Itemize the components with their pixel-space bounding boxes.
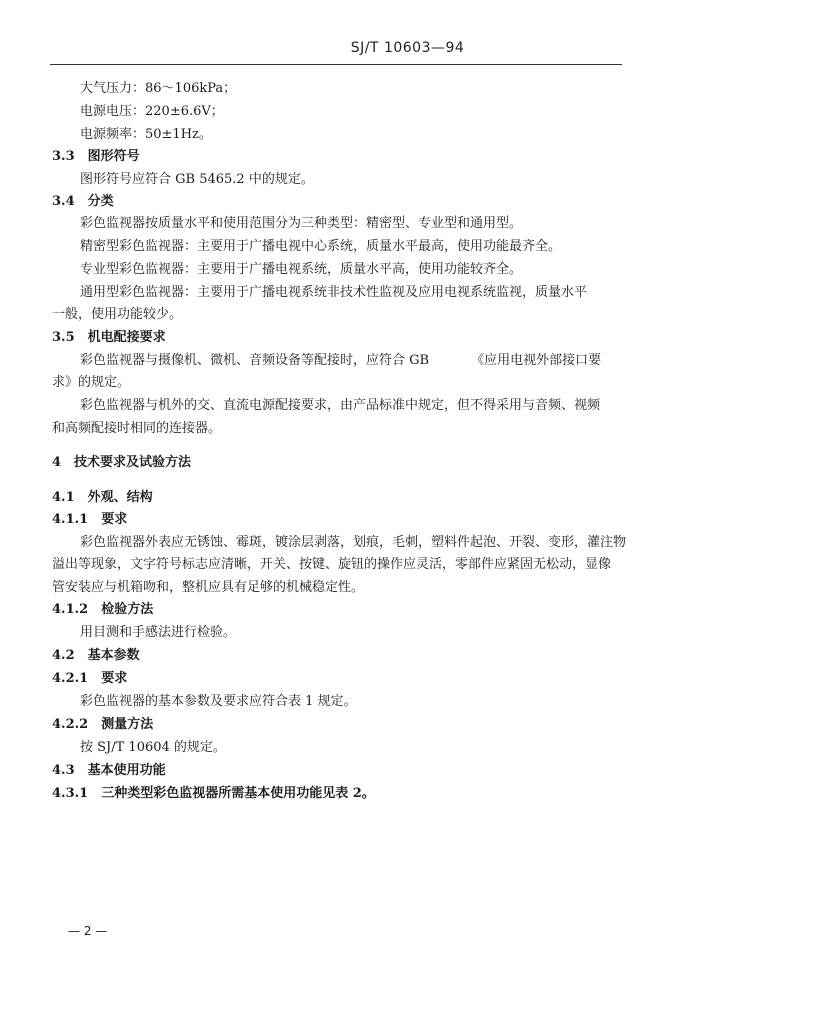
section-4-1-heading: 4.1 外观、结构 bbox=[52, 490, 153, 505]
env-voltage: 电源电压：220±6.6V； bbox=[80, 104, 224, 119]
power-supply-text: 彩色监视器与机外的交、直流电源配接要求，由产品标准中规定，但不得采用与音频、视频 bbox=[80, 398, 601, 413]
header-rule bbox=[50, 64, 622, 65]
appearance-req-line-3: 管安装应与机箱吻和，整机应具有足够的机械稳定性。 bbox=[52, 580, 365, 595]
inspection-method-text: 用目测和手感法进行检验。 bbox=[80, 625, 237, 640]
appearance-req-line-2: 溢出等现象，文字符号标志应清晰，开关、按键、旋钮的操作应灵活，零部件应紧固无松动，显像 bbox=[52, 557, 612, 572]
section-4-3-heading: 4.3 基本使用功能 bbox=[52, 763, 166, 778]
interface-text-b: 求》的规定。 bbox=[52, 375, 131, 390]
section-4-2-1-heading: 4.2.1 要求 bbox=[52, 671, 128, 686]
classification-text: 彩色监视器按质量水平和使用范围分为三种类型：精密型、专业型和通用型。 bbox=[80, 216, 523, 231]
appearance-req-line-1: 彩色监视器外表应无锈蚀、霉斑，镀涂层剥落，划痕，毛刺，塑料件起泡、开裂、变形，灌注物 bbox=[80, 535, 627, 550]
professional-type-text: 专业型彩色监视器：主要用于广播电视系统，质量水平高，使用功能较齐全。 bbox=[80, 262, 523, 277]
section-3-4-heading: 3.4 分类 bbox=[52, 194, 114, 209]
section-4-1-1-heading: 4.1.1 要求 bbox=[52, 512, 128, 527]
section-3-5-heading: 3.5 机电配接要求 bbox=[52, 330, 166, 345]
section-4-2-heading: 4.2 基本参数 bbox=[52, 648, 140, 663]
interface-text-part-1: 彩色监视器与摄像机、微机、音频设备等配接时，应符合 GB bbox=[80, 353, 430, 368]
interface-text-a bbox=[80, 352, 601, 370]
page-number: — 2 — bbox=[68, 924, 108, 938]
chapter-4-heading: 4 技术要求及试验方法 bbox=[52, 455, 192, 470]
general-type-text-cont: 一般，使用功能较少。 bbox=[52, 307, 183, 322]
power-supply-text-cont: 和高频配接时相同的连接器。 bbox=[52, 421, 222, 436]
section-4-1-2-heading: 4.1.2 检验方法 bbox=[52, 602, 154, 617]
document-code-header: SJ/T 10603—94 bbox=[350, 40, 465, 56]
section-3-3-heading: 3.3 图形符号 bbox=[52, 149, 140, 164]
section-3-3-text: 图形符号应符合 GB 5465.2 中的规定。 bbox=[80, 172, 314, 187]
general-type-text: 通用型彩色监视器：主要用于广播电视系统非技术性监视及应用电视系统监视，质量水平 bbox=[80, 285, 588, 300]
section-4-2-2-heading: 4.2.2 测量方法 bbox=[52, 717, 154, 732]
precision-type-text: 精密型彩色监视器：主要用于广播电视中心系统，质量水平最高，使用功能最齐全。 bbox=[80, 239, 562, 254]
basic-params-text: 彩色监视器的基本参数及要求应符合表 1 规定。 bbox=[80, 694, 357, 709]
measurement-method-text: 按 SJ/T 10604 的规定。 bbox=[80, 740, 226, 755]
env-pressure: 大气压力：86～106kPa； bbox=[80, 81, 237, 96]
section-4-3-1-text: 4.3.1 三种类型彩色监视器所需基本使用功能见表 2。 bbox=[52, 786, 375, 801]
env-frequency: 电源频率：50±1Hz。 bbox=[80, 127, 212, 142]
interface-text-part-2: 《应用电视外部接口要 bbox=[471, 353, 602, 368]
